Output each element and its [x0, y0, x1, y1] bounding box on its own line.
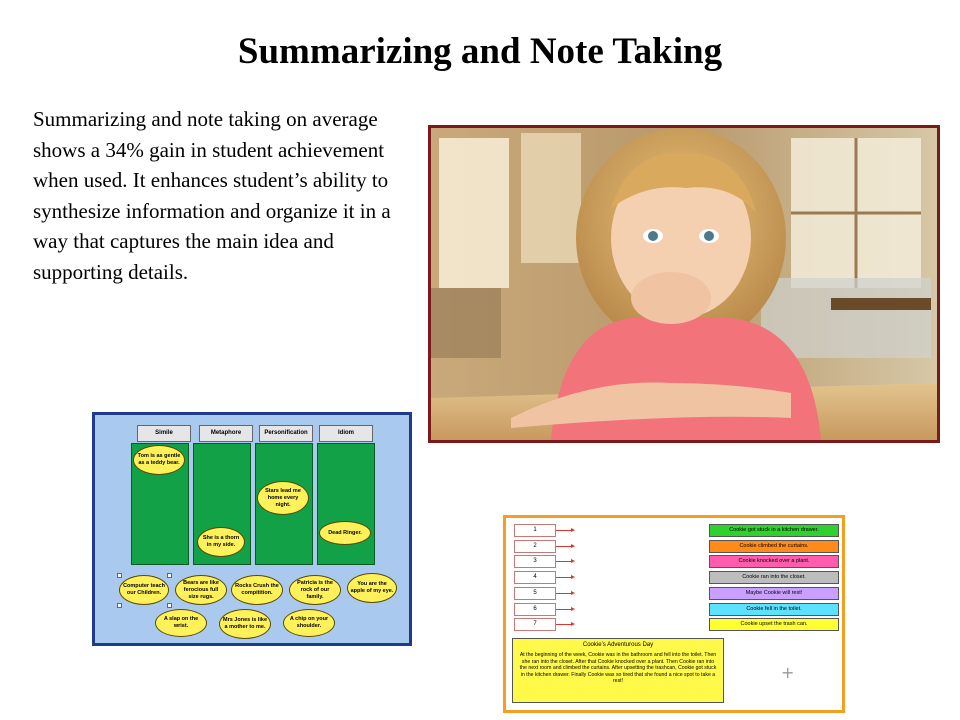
- bubble-option[interactable]: Computer teach our Children.: [119, 575, 169, 605]
- header-idiom: Idiom: [319, 425, 373, 442]
- arrow-right-icon: [556, 561, 572, 562]
- bubble-option[interactable]: A slap on the wrist.: [155, 609, 207, 637]
- column-idiom: [317, 443, 375, 565]
- sequence-number-box[interactable]: 3: [514, 555, 556, 568]
- bubble-option[interactable]: A chip on your shoulder.: [283, 609, 335, 637]
- arrow-right-icon: [556, 530, 572, 531]
- resize-handle[interactable]: [167, 603, 172, 608]
- bubble-option[interactable]: Mrs Jones is like a mother to me.: [219, 609, 271, 639]
- bubble-option[interactable]: You are the apple of my eye.: [347, 573, 397, 603]
- story-text: At the beginning of the week, Cookie was in the bathroom and fell into the toilet. Then she ran into the closet. After that Cookie knocked over a plant. Then Cookie ran into the next room and climbed the curtains. After upsetting the trashcan, Cookie got stuck in the kitchen drawer. Finally Cookie was so tired that she found a nice spot to take a rest!: [519, 652, 717, 685]
- move-cursor-icon: +: [781, 663, 795, 682]
- bubble-metaphore-answer[interactable]: She is a thorn in my side.: [197, 527, 245, 557]
- arrow-right-icon: [556, 609, 572, 610]
- arrow-right-icon: [556, 546, 572, 547]
- bubble-personification-answer[interactable]: Stars lead me home every night.: [257, 481, 309, 515]
- sequence-number-box[interactable]: 4: [514, 571, 556, 584]
- story-sequence-chart: [503, 515, 845, 713]
- sequence-number-box[interactable]: 1: [514, 524, 556, 537]
- sequence-number-box[interactable]: 5: [514, 587, 556, 600]
- child-photo: [428, 125, 940, 443]
- header-simile: Simile: [137, 425, 191, 442]
- arrow-right-icon: [556, 624, 572, 625]
- resize-handle[interactable]: [117, 573, 122, 578]
- resize-handle[interactable]: [167, 573, 172, 578]
- figurative-language-chart: [92, 412, 412, 646]
- sequence-number-box[interactable]: 6: [514, 603, 556, 616]
- story-box: [512, 638, 724, 703]
- child-photo-illustration: [431, 128, 937, 440]
- sequence-event[interactable]: Cookie upset the trash can.: [709, 618, 839, 631]
- bubble-option[interactable]: Patricia is the rock of our family.: [289, 575, 341, 605]
- resize-handle[interactable]: [117, 603, 122, 608]
- sequence-event[interactable]: Cookie climbed the curtains.: [709, 540, 839, 553]
- bubble-option[interactable]: Bears are like ferocious full size rugs.: [175, 575, 227, 605]
- sequence-event[interactable]: Cookie ran into the closet.: [709, 571, 839, 584]
- bubble-idiom-answer[interactable]: Dead Ringer.: [319, 521, 371, 545]
- sequence-event[interactable]: Cookie fell in the toilet.: [709, 603, 839, 616]
- sequence-number-box[interactable]: 2: [514, 540, 556, 553]
- arrow-right-icon: [556, 577, 572, 578]
- sequence-event[interactable]: Maybe Cookie will rest!: [709, 587, 839, 600]
- slide-body-text: Summarizing and note taking on average shows a 34% gain in student achievement when used. It enhances student’s ability to synthesize information and organize it in a way that captures the main idea and supporting details.: [33, 107, 391, 284]
- sequence-event[interactable]: Cookie knocked over a plant.: [709, 555, 839, 568]
- sequence-event[interactable]: Cookie got stuck in a kitchen drawer.: [709, 524, 839, 537]
- sequence-number-box[interactable]: 7: [514, 618, 556, 631]
- bubble-simile-answer[interactable]: Tom is as gentle as a teddy bear.: [133, 445, 185, 475]
- header-personification: Personification: [259, 425, 313, 442]
- arrow-right-icon: [556, 593, 572, 594]
- bubble-option[interactable]: Rocks Crush the compitition.: [231, 575, 283, 605]
- story-title: Cookie’s Adventurous Day: [582, 642, 654, 648]
- slide-title: Summarizing and Note Taking: [237, 31, 723, 72]
- header-metaphore: Metaphore: [199, 425, 253, 442]
